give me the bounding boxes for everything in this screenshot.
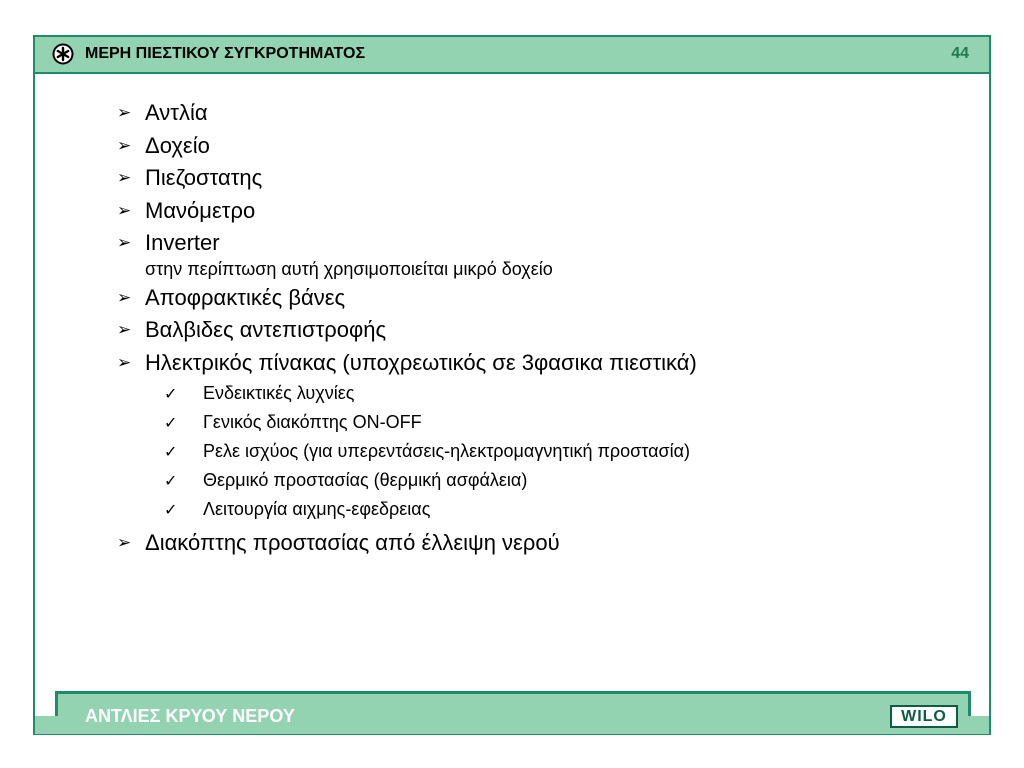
checkmark-bullet-icon bbox=[164, 466, 177, 495]
list-item-text: Μανόμετρο bbox=[145, 197, 256, 223]
list-item-text: Διακόπτης προστασίας από έλλειψη νερού bbox=[145, 530, 560, 555]
arrowhead-bullet-icon bbox=[117, 314, 139, 347]
arrowhead-bullet-icon bbox=[117, 97, 139, 130]
list-item-text: Αντλία bbox=[145, 100, 208, 125]
checkmark-bullet-icon bbox=[164, 379, 177, 408]
asterisk-circle-icon bbox=[52, 43, 74, 65]
list-item-text: Inverter bbox=[145, 230, 220, 255]
arrowhead-bullet-icon bbox=[117, 227, 139, 260]
checkmark-bullet-icon bbox=[164, 437, 177, 466]
list-item bbox=[117, 314, 977, 347]
sub-list-item bbox=[117, 437, 977, 466]
arrowhead-bullet-icon bbox=[117, 195, 139, 228]
arrowhead-bullet-icon bbox=[117, 347, 139, 380]
arrowhead-bullet-icon bbox=[117, 130, 139, 163]
list-item-note: στην περίπτωση αυτή χρησιμοποιείται μικρό δοχείο bbox=[145, 258, 553, 279]
list-item bbox=[117, 97, 977, 130]
checkmark-bullet-icon bbox=[164, 495, 177, 524]
list-item-text: Βαλβιδες αντεπιστροφής bbox=[145, 317, 387, 342]
footer-title: ΑΝΤΛΙΕΣ ΚΡΥΟΥ ΝΕΡΟΥ bbox=[85, 706, 295, 726]
list-item bbox=[117, 527, 977, 560]
sub-list-item bbox=[117, 466, 977, 495]
sub-list-item-text: Ρελε ισχύος (για υπερεντάσεις-ηλεκτρομαγνητική προστασία) bbox=[203, 441, 691, 461]
sub-list-item-text: Θερμικό προστασίας (θερμική ασφάλεια) bbox=[203, 470, 528, 490]
sub-list-item bbox=[117, 379, 977, 408]
sub-list-item-text: Λειτουργία αιχμης-εφεδρειας bbox=[203, 499, 431, 519]
page-number: 44 bbox=[951, 45, 969, 62]
sub-list-item-text: Γενικός διακόπτης ON-OFF bbox=[203, 412, 422, 432]
slide-title: ΜΕΡΗ ΠΙΕΣΤΙΚΟΥ ΣΥΓΚΡΟΤΗΜΑΤΟΣ bbox=[85, 45, 366, 62]
checkmark-bullet-icon bbox=[164, 408, 177, 437]
list-item-text: Δοχείο bbox=[145, 132, 210, 158]
arrowhead-bullet-icon bbox=[117, 527, 139, 560]
list-item bbox=[117, 195, 977, 228]
list-item bbox=[117, 282, 977, 315]
list-item-text: Αποφρακτικές βάνες bbox=[145, 284, 346, 310]
sub-list-item bbox=[117, 408, 977, 437]
list-item-text: Πιεζοστατης bbox=[145, 165, 263, 190]
list-item bbox=[117, 227, 977, 260]
list-item bbox=[117, 347, 977, 380]
arrowhead-bullet-icon bbox=[117, 162, 139, 195]
list-item bbox=[117, 130, 977, 163]
sub-list-item-text: Ενδεικτικές λυχνίες bbox=[203, 383, 355, 403]
list-item-text: Ηλεκτρικός πίνακας (υποχρεωτικός σε 3φασικα πιεστικά) bbox=[145, 349, 697, 375]
list-item bbox=[117, 162, 977, 195]
arrowhead-bullet-icon bbox=[117, 282, 139, 315]
bullet-list bbox=[117, 97, 977, 560]
sub-list-item bbox=[117, 495, 977, 524]
wilo-logo: WILO bbox=[890, 705, 958, 728]
